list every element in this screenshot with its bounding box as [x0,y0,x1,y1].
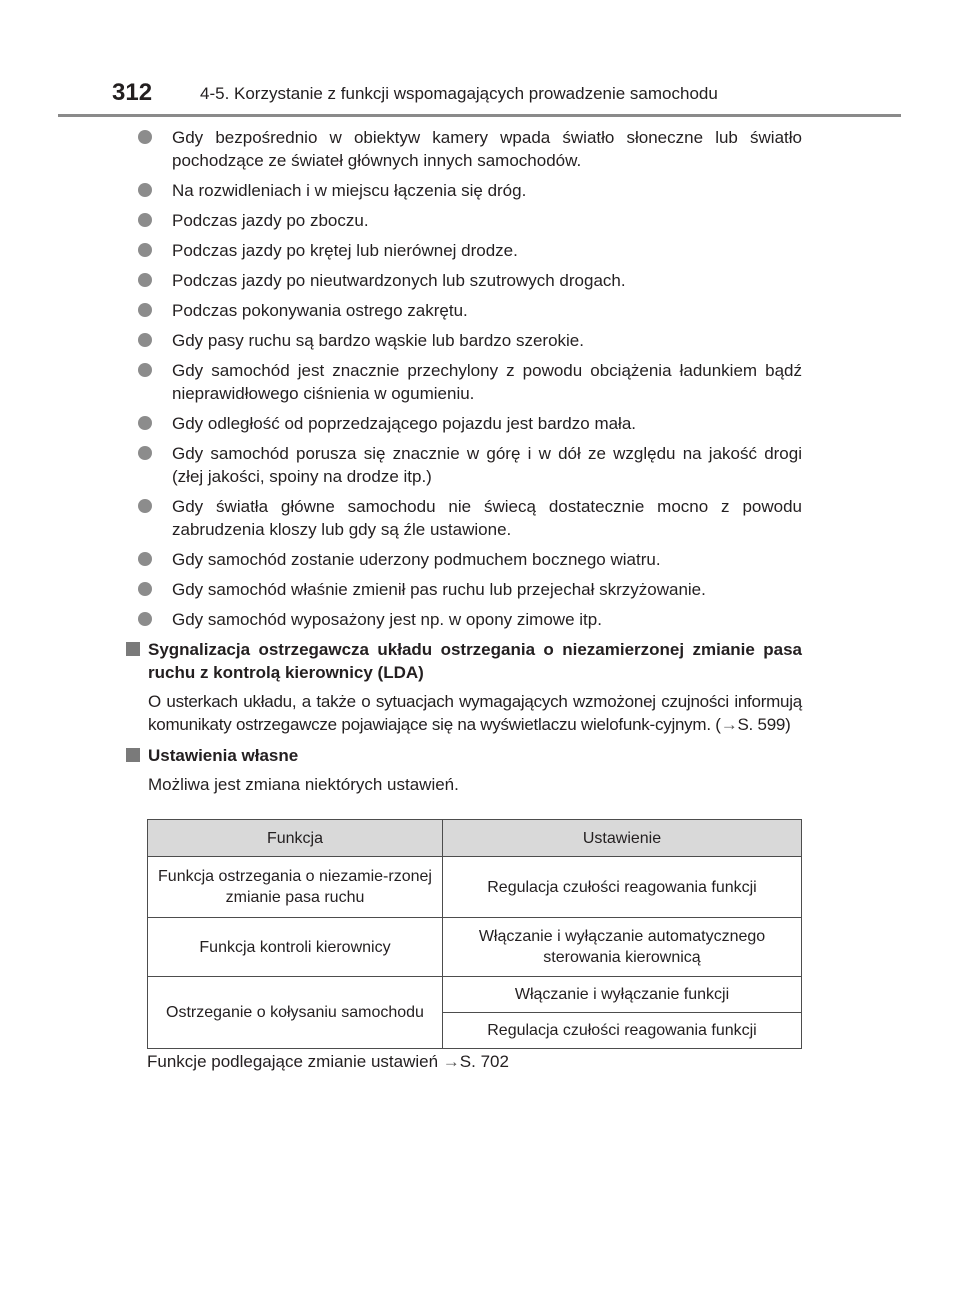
bullet-icon [138,499,152,513]
page-reference[interactable]: S. 702 [459,1052,509,1071]
list-item: Gdy światła główne samochodu nie świecą dostatecznie mocno z powodu zabrudzenia kloszy lub gdy są źle ustawione. [130,495,802,541]
table-cell-setting: Regulacja czułości reagowania funkcji [443,1013,802,1049]
list-item: Podczas jazdy po zboczu. [130,209,802,232]
list-item: Gdy samochód właśnie zmienił pas ruchu lub przejechał skrzyżowanie. [130,578,802,601]
page-header [112,78,902,112]
main-content [130,126,802,796]
bullet-icon [138,213,152,227]
list-item: Gdy bezpośrednio w obiektyw kamery wpada światło słoneczne lub światło pochodzące ze świateł głównych innych samochodów. [130,126,802,172]
column-header-setting: Ustawienie [443,820,802,857]
section-title: 4-5. Korzystanie z funkcji wspomagających prowadzenie samochodu [200,84,718,103]
header-rule [58,114,901,117]
page-reference[interactable]: S. 599) [737,715,791,734]
custom-section-heading: Ustawienia własne [130,744,802,767]
list-item: Podczas jazdy po nieutwardzonych lub szutrowych drogach. [130,269,802,292]
bullet-icon [138,363,152,377]
bullet-icon [138,243,152,257]
square-bullet-icon [126,748,140,762]
list-item: Gdy samochód jest znacznie przechylony z powodu obciążenia ładunkiem bądź nieprawidłowego ciśnienia w ogumieniu. [130,359,802,405]
warning-section-text: O usterkach układu, a także o sytuacjach wymagających wzmożonej czujności informują komunikaty ostrzegawcze pojawiające się na wyświetlaczu wielofunk-cyjnym. (→S. 599) [148,692,802,734]
list-item: Na rozwidleniach i w miejscu łączenia się dróg. [130,179,802,202]
bullet-icon [138,273,152,287]
settings-table [147,819,802,1049]
arrow-right-icon: → [442,1052,460,1071]
table-cell-function: Funkcja kontroli kierownicy [148,918,443,977]
table-row [148,918,802,977]
bullet-icon [138,130,152,144]
list-item: Gdy samochód porusza się znacznie w górę i w dół ze względu na jakość drogi (złej jakości, spoiny na drodze itp.) [130,442,802,488]
list-item: Gdy samochód zostanie uderzony podmuchem bocznego wiatru. [130,548,802,571]
footer-note: Funkcje podlegające zmianie ustawień →S. 702 [147,1052,509,1071]
column-header-function: Funkcja [148,820,443,857]
bullet-icon [138,416,152,430]
list-item: Podczas pokonywania ostrego zakrętu. [130,299,802,322]
arrow-right-icon: → [720,715,738,734]
bullet-icon [138,582,152,596]
list-item: Gdy odległość od poprzedzającego pojazdu jest bardzo mała. [130,412,802,435]
bullet-icon [138,446,152,460]
table-cell-function: Funkcja ostrzegania o niezamie-rzonej zmianie pasa ruchu [148,857,443,918]
table-cell-setting: Włączanie i wyłączanie funkcji [443,977,802,1013]
table-cell-setting: Regulacja czułości reagowania funkcji [443,857,802,918]
table-cell-function: Ostrzeganie o kołysaniu samochodu [148,977,443,1049]
table-header-row [148,820,802,857]
bullet-icon [138,303,152,317]
custom-section-text: Możliwa jest zmiana niektórych ustawień. [148,775,459,794]
table-row [148,977,802,1013]
list-item: Gdy samochód wyposażony jest np. w opony zimowe itp. [130,608,802,631]
list-item: Podczas jazdy po krętej lub nierównej drodze. [130,239,802,262]
bullet-icon [138,333,152,347]
bullet-icon [138,183,152,197]
square-bullet-icon [126,642,140,656]
bullet-icon [138,612,152,626]
warning-section-heading: Sygnalizacja ostrzegawcza układu ostrzegania o niezamierzonej zmianie pasa ruchu z kontrolą kierownicy (LDA) [130,638,802,684]
bullet-icon [138,552,152,566]
page-number: 312 [112,79,153,106]
list-item: Gdy pasy ruchu są bardzo wąskie lub bardzo szerokie. [130,329,802,352]
table-row [148,857,802,918]
conditions-list [130,126,802,631]
table-cell-setting: Włączanie i wyłączanie automatycznego sterowania kierownicą [443,918,802,977]
